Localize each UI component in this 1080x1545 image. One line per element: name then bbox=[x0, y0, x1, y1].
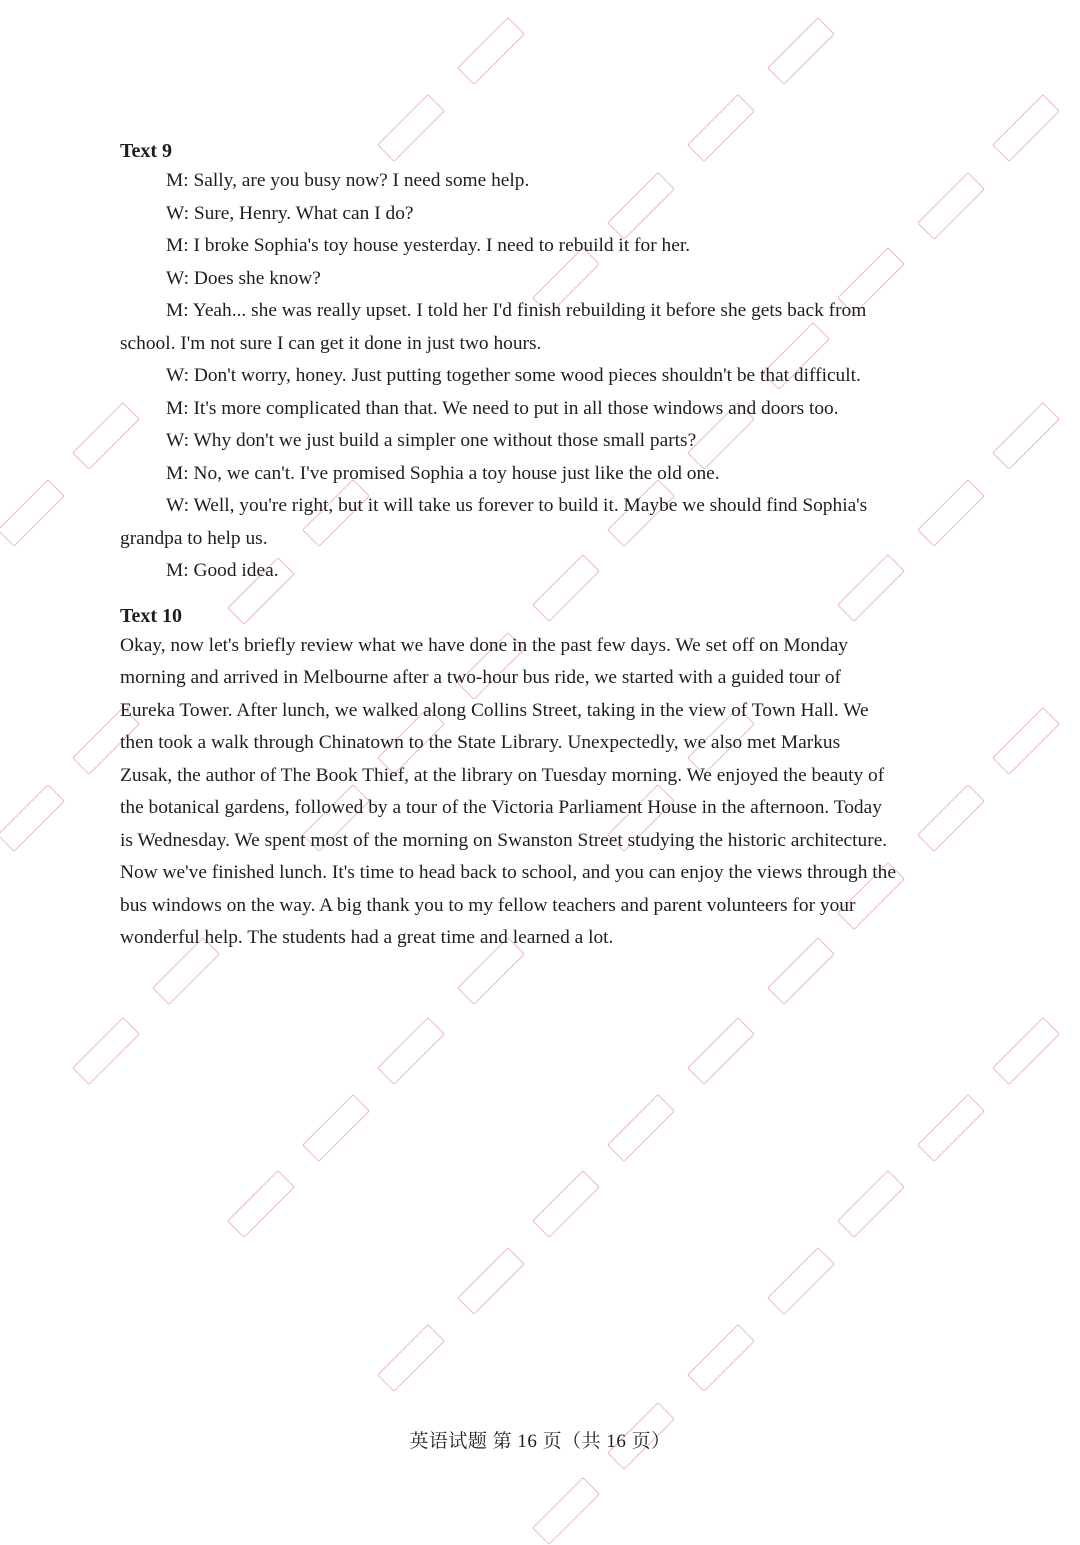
watermark-stamp bbox=[227, 1170, 295, 1238]
dialogue-line: M: Sally, are you busy now? I need some help. bbox=[166, 170, 530, 191]
monologue-line: is Wednesday. We spent most of the morning on Swanston Street studying the historic architecture. bbox=[120, 829, 888, 851]
dialogue-line: W: Don't worry, honey. Just putting together some wood pieces shouldn't be that difficult. bbox=[166, 365, 861, 386]
monologue-line: Zusak, the author of The Book Thief, at the library on Tuesday morning. We enjoyed the beauty of bbox=[120, 764, 885, 786]
watermark-stamp bbox=[607, 1094, 675, 1162]
watermark-stamp bbox=[302, 1094, 370, 1162]
monologue-line: then took a walk through Chinatown to the State Library. Unexpectedly, we also met Markus bbox=[120, 732, 841, 753]
text10-monologue bbox=[120, 630, 950, 955]
watermark-stamp bbox=[992, 1017, 1060, 1085]
dialogue-line: M: Good idea. bbox=[166, 560, 279, 581]
dialogue-line: school. I'm not sure I can get it done in just two hours. bbox=[120, 332, 542, 354]
dialogue-line: W: Why don't we just build a simpler one without those small parts? bbox=[166, 430, 697, 451]
dialogue-line: W: Sure, Henry. What can I do? bbox=[166, 202, 414, 224]
text10-title: Text 10 bbox=[120, 604, 183, 627]
watermark-stamp bbox=[532, 1477, 600, 1545]
dialogue-line: grandpa to help us. bbox=[120, 527, 268, 549]
watermark-stamp bbox=[767, 1247, 835, 1315]
watermark-stamp bbox=[917, 1094, 985, 1162]
dialogue-line: M: No, we can't. I've promised Sophia a toy house just like the old one. bbox=[166, 462, 720, 484]
watermark-stamp bbox=[992, 707, 1060, 775]
monologue-line: the botanical gardens, followed by a tour of the Victoria Parliament House in the afternoon. Today bbox=[120, 797, 882, 818]
watermark-stamp bbox=[837, 1170, 905, 1238]
dialogue-line: M: Yeah... she was really upset. I told her I'd finish rebuilding it before she gets back from bbox=[166, 300, 867, 321]
dialogue-line: M: It's more complicated than that. We need to put in all those windows and doors too. bbox=[166, 397, 839, 419]
dialogue-line: W: Well, you're right, but it will take us forever to build it. Maybe we should find Sophia's bbox=[166, 495, 868, 516]
section-gap bbox=[120, 588, 950, 602]
watermark-stamp bbox=[72, 1017, 140, 1085]
page-footer: 英语试题 第 16 页（共 16 页） bbox=[409, 1431, 671, 1452]
watermark-stamp bbox=[377, 1017, 445, 1085]
watermark-stamp bbox=[687, 1017, 755, 1085]
text9-dialogue bbox=[120, 165, 950, 588]
monologue-line: Okay, now let's briefly review what we have done in the past few days. We set off on Monday bbox=[120, 634, 848, 656]
text9-title: Text 9 bbox=[120, 140, 173, 162]
monologue-line: Eureka Tower. After lunch, we walked along Collins Street, taking in the view of Town Hall. We bbox=[120, 699, 869, 721]
dialogue-line: W: Does she know? bbox=[166, 267, 321, 289]
watermark-stamp bbox=[992, 94, 1060, 162]
monologue-line: wonderful help. The students had a great time and learned a lot. bbox=[120, 927, 614, 948]
monologue-line: Now we've finished lunch. It's time to head back to school, and you can enjoy the views through the bbox=[120, 862, 896, 883]
watermark-stamp bbox=[377, 1324, 445, 1392]
watermark-stamp bbox=[457, 1247, 525, 1315]
dialogue-line: M: I broke Sophia's toy house yesterday. I need to rebuild it for her. bbox=[166, 235, 691, 256]
watermark-stamp bbox=[687, 1324, 755, 1392]
watermark-stamp bbox=[532, 1170, 600, 1238]
watermark-stamp bbox=[992, 402, 1060, 470]
monologue-line: morning and arrived in Melbourne after a two-hour bus ride, we started with a guided tour of bbox=[120, 667, 842, 688]
monologue-line: bus windows on the way. A big thank you to my fellow teachers and parent volunteers for your bbox=[120, 894, 856, 916]
